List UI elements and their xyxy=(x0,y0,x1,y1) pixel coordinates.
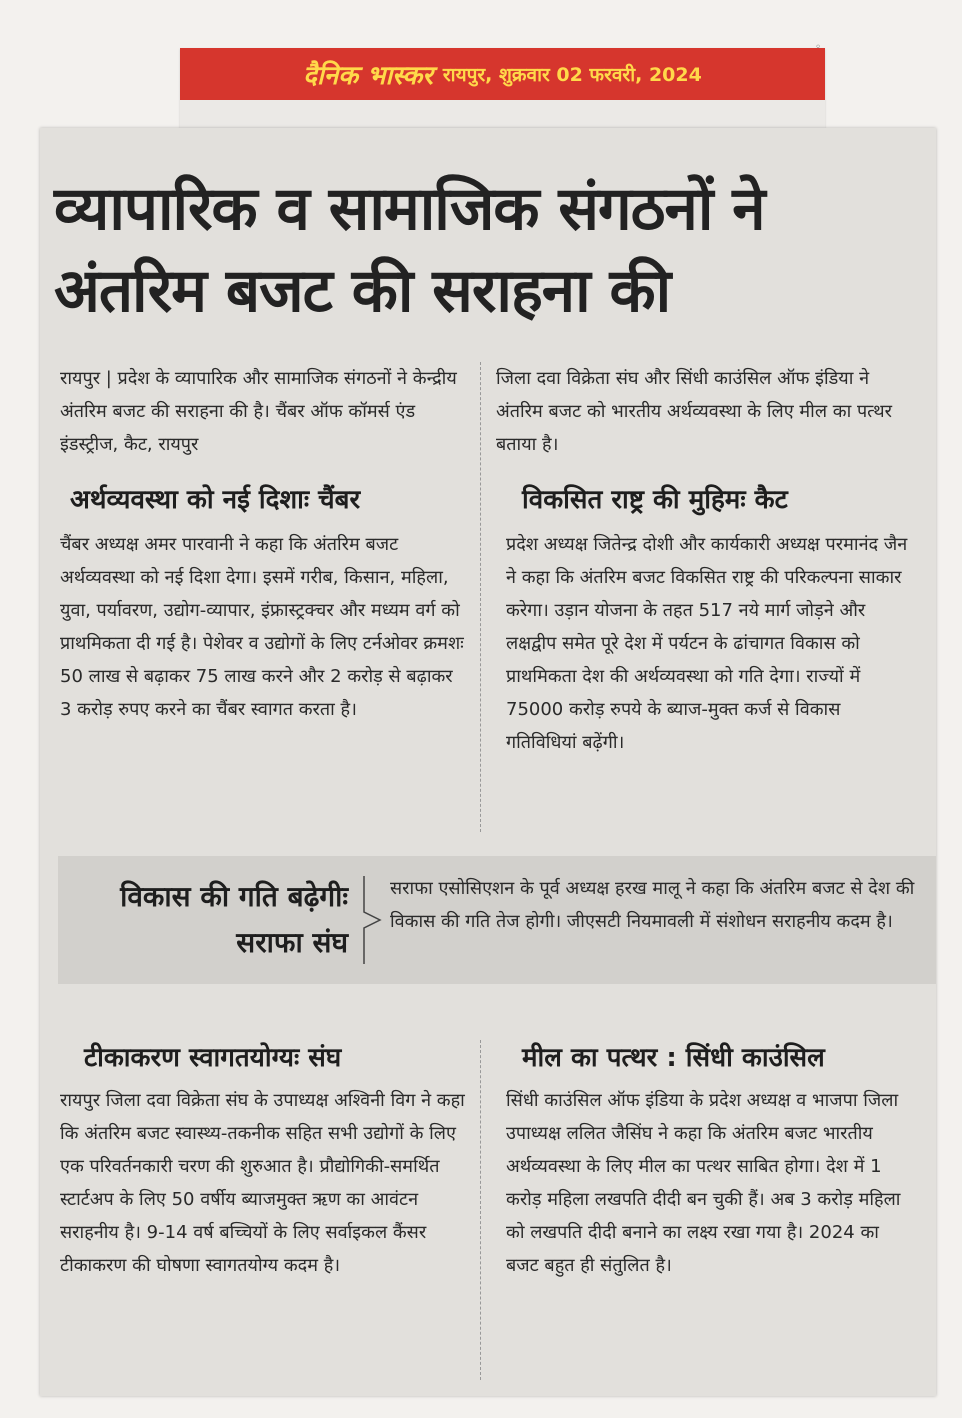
subheading-sarafa: विकास की गति बढ़ेगीः सराफा संघ xyxy=(120,880,348,959)
news-clipping xyxy=(40,128,936,1396)
column-divider-bottom xyxy=(480,1040,481,1380)
body-sarafa: सराफा एसोसिएशन के पूर्व अध्यक्ष हरख मालू ने कहा कि अंतरिम बजट से देश की विकास की गति तेज होगी। जीएसटी नियमावली में संशोधन सराहनीय कदम है। xyxy=(390,878,915,932)
subheading-cait: विकसित राष्ट्र की मुहिमः कैट xyxy=(522,485,788,515)
body-sindhi: सिंधी काउंसिल ऑफ इंडिया के प्रदेश अध्यक्ष व भाजपा जिला उपाध्यक्ष ललित जैसिंघ ने कहा कि अंतरिम बजट भारतीय अर्थव्यवस्था के लिए मील का पत्थर साबित होगा। देश में 1 करोड़ महिला लखपति दीदी बन चुकी हैं। अब 3 करोड़ महिला को लखपति दीदी बनाने का लक्ष्य रखा गया है। 2024 का बजट बहुत ही संतुलित है। xyxy=(506,1090,901,1276)
intro-right: जिला दवा विक्रेता संघ और सिंधी काउंसिल ऑफ इंडिया ने अंतरिम बजट को भारतीय अर्थव्यवस्था के लिए मील का पत्थर बताया है। xyxy=(496,368,892,455)
subheading-chamber: अर्थव्यवस्था को नई दिशाः चैंबर xyxy=(70,485,361,515)
page-mark-icon: ◦ xyxy=(815,42,821,53)
dateline: रायपुर, शुक्रवार 02 फरवरी, 2024 xyxy=(442,64,702,86)
masthead-bar xyxy=(180,48,825,100)
newspaper-brand: दैनिक भास्कर xyxy=(303,61,433,91)
newspaper-masthead xyxy=(180,42,825,128)
subheading-sindhi: मील का पत्थर : सिंधी काउंसिल xyxy=(522,1043,825,1073)
body-chamber: चैंबर अध्यक्ष अमर पारवानी ने कहा कि अंतरिम बजट अर्थव्यवस्था को नई दिशा देगा। इसमें गरीब, किसान, महिला, युवा, पर्यावरण, उद्योग-व्यापार, इंफ्रास्ट्रक्चर और मध्यम वर्ग को प्राथमिकता दी गई है। पेशेवर व उद्योगों के लिए टर्नओवर क्रमशः 50 लाख से बढ़ाकर 75 लाख करने और 2 करोड़ से बढ़ाकर 3 करोड़ रुपए करने का चैंबर स्वागत करता है। xyxy=(60,534,464,720)
column-divider-top xyxy=(480,362,481,832)
bracket-arrow-icon xyxy=(358,874,388,966)
intro-left: रायपुर | प्रदेश के व्यापारिक और सामाजिक संगठनों ने केन्द्रीय अंतरिम बजट की सराहना की है। चैंबर ऑफ कॉमर्स एंड इंडस्ट्रीज, कैट, रायपुर xyxy=(60,368,457,455)
subheading-dawa: टीकाकरण स्वागतयोग्यः संघ xyxy=(84,1043,342,1073)
sarafa-box xyxy=(58,856,936,984)
article-headline: व्यापारिक व सामाजिक संगठनों ने अंतरिम बजट की सराहना की xyxy=(54,174,765,326)
body-dawa: रायपुर जिला दवा विक्रेता संघ के उपाध्यक्ष अश्विनी विग ने कहा कि अंतरिम बजट स्वास्थ्य-तकनीक सहित सभी उद्योगों के लिए एक परिवर्तनकारी चरण की शुरुआत है। प्रौद्योगिकी-समर्थित स्टार्टअप के लिए 50 वर्षीय ब्याजमुक्त ऋण का आवंटन सराहनीय है। 9-14 वर्ष बच्चियों के लिए सर्वाइकल कैंसर टीकाकरण की घोषणा स्वागतयोग्य कदम है। xyxy=(60,1090,465,1276)
body-cait: प्रदेश अध्यक्ष जितेन्द्र दोशी और कार्यकारी अध्यक्ष परमानंद जैन ने कहा कि अंतरिम बजट विकसित राष्ट्र की परिकल्पना साकार करेगा। उड़ान योजना के तहत 517 नये मार्ग जोड़ने और लक्षद्वीप समेत पूरे देश में पर्यटन के ढांचागत विकास को प्राथमिकता देश की अर्थव्यवस्था को गति देगा। राज्यों में 75000 करोड़ रुपये के ब्याज-मुक्त कर्ज से विकास गतिविधियां बढ़ेंगी। xyxy=(506,534,908,753)
